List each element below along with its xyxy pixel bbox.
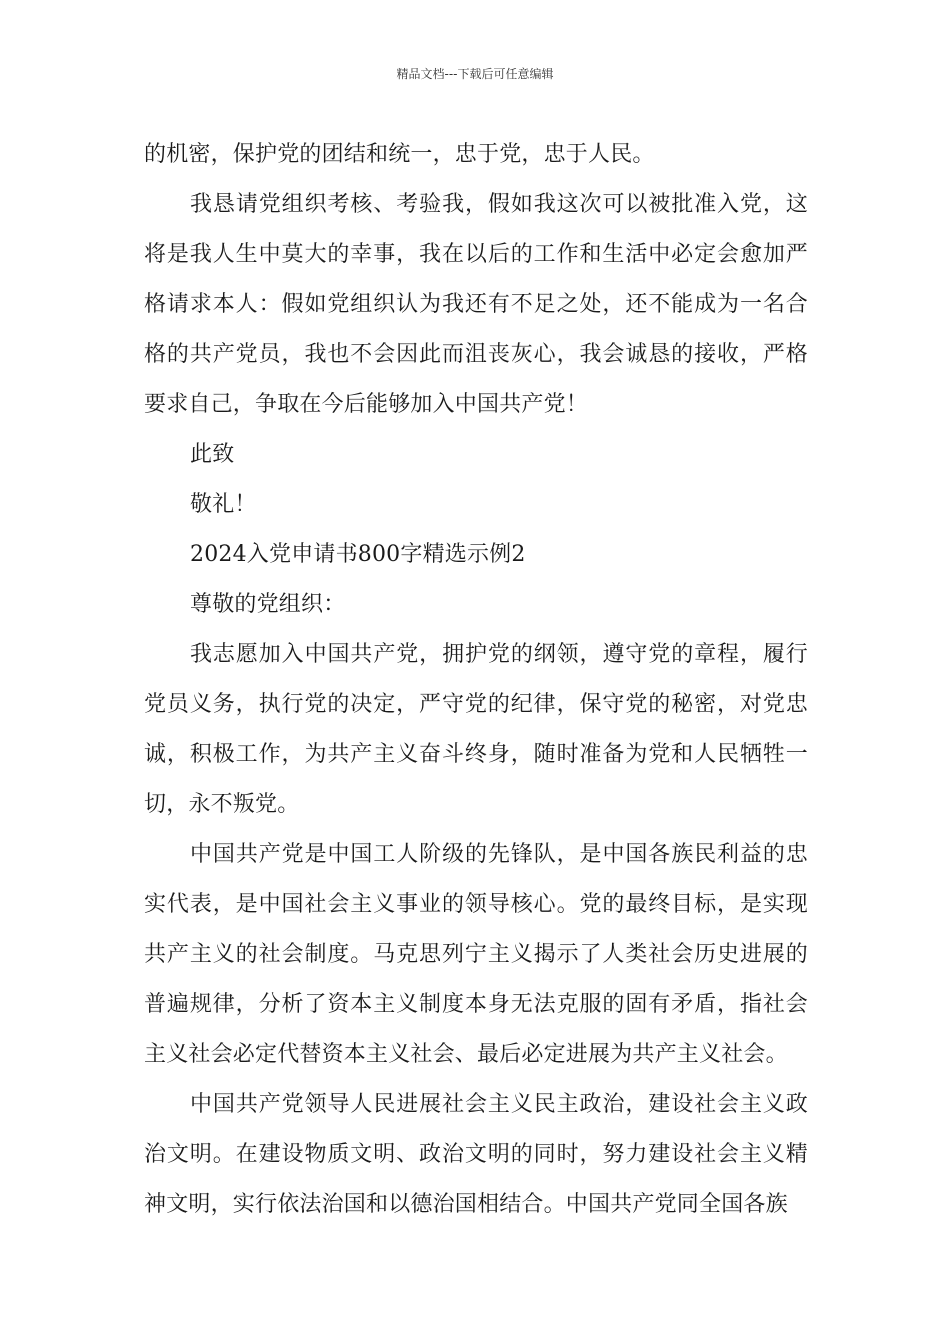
paragraph-continuation: 的机密，保护党的团结和统一，忠于党，忠于人民。 xyxy=(144,142,655,167)
paragraph-request: 我恳请党组织考核、考验我，假如我这次可以被批准入党，这将是我人生中莫大的幸事，我在以后的工作和生活中必定会愈加严格请求本人：假如党组织认为我还有不足之处，还不能成为一名合格的共产党员，我也不会因此而沮丧灰心，我会诚恳的接收，严格要求自己，争取在今后能够加入中国共产党！ xyxy=(144,192,808,417)
document-body xyxy=(144,130,808,1230)
paragraph-democracy: 中国共产党领导人民进展社会主义民主政治，建设社会主义政治文明。在建设物质文明、政治文明的同时，努力建设社会主义精神文明，实行依法治国和以德治国相结合。中国共产党同全国各族 xyxy=(144,1092,808,1217)
closing-salutation: 此致 xyxy=(190,442,235,467)
page-header: 精品文档---下载后可任意编辑 xyxy=(396,67,554,81)
paragraph-party-nature: 中国共产党是中国工人阶级的先锋队，是中国各族民利益的忠实代表，是中国社会主义事业的领导核心。党的最终目标，是实现共产主义的社会制度。马克思列宁主义揭示了人类社会历史进展的普遍规律，分析了资本主义制度本身无法克服的固有矛盾，指社会主义社会必定代替资本主义社会、最后必定进展为共产主义社会。 xyxy=(144,842,808,1067)
section-title: 2024入党申请书800字精选示例2 xyxy=(190,542,526,567)
paragraph-pledge: 我志愿加入中国共产党，拥护党的纲领，遵守党的章程，履行党员义务，执行党的决定，严守党的纪律，保守党的秘密，对党忠诚，积极工作，为共产主义奋斗终身，随时准备为党和人民牺牲一切，永不叛党。 xyxy=(144,642,808,817)
closing-regards: 敬礼！ xyxy=(190,492,257,517)
greeting: 尊敬的党组织： xyxy=(190,592,346,617)
